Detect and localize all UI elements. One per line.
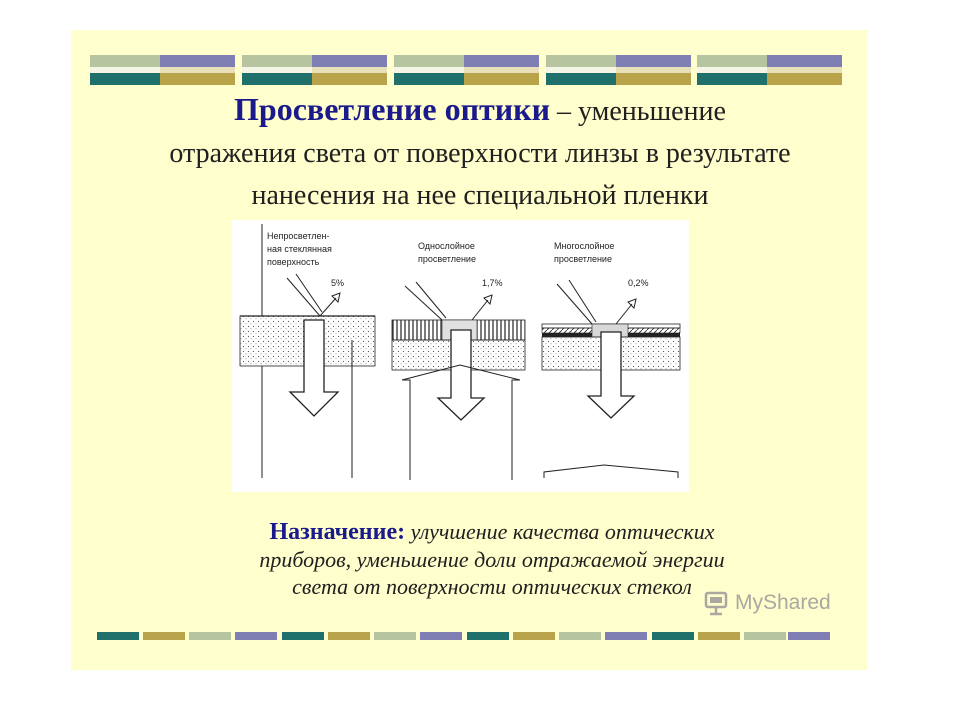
panel2-percent: 1,7% [482, 278, 503, 288]
myshared-watermark [703, 588, 831, 618]
bottom-decorative-stripe [97, 632, 830, 640]
panel1-label-line1: Непросветлен- [267, 231, 330, 241]
panel3-percent: 0,2% [628, 278, 649, 288]
panel1-label-line2: ная стеклянная [267, 244, 332, 254]
purpose-text [232, 518, 752, 600]
panel-multilayer [542, 241, 680, 478]
panel2-label-line2: просветление [418, 254, 476, 264]
stripe-block-4 [546, 55, 691, 85]
panel1-percent: 5% [331, 278, 345, 288]
title-line1-rest: уменьшение [578, 96, 726, 127]
watermark-text: MyShared [735, 591, 831, 614]
panel3-label-line1: Многослойное [554, 241, 615, 251]
antireflection-diagram [232, 220, 689, 492]
panel2-label-line1: Однослойное [418, 241, 475, 251]
stripe-block-3 [394, 55, 539, 85]
top-decorative-stripe [90, 55, 842, 85]
purpose-line2: приборов, уменьшение доли отражаемой энергии [259, 547, 725, 572]
title-line3: нанесения на нее специальной пленки [251, 180, 709, 211]
bottom-stripe-pattern [97, 632, 830, 640]
stripe-block-1 [90, 55, 235, 85]
slide-title [100, 88, 860, 217]
purpose-label: Назначение: [269, 519, 406, 545]
stripe-block-2 [242, 55, 387, 85]
title-dash: – [550, 96, 579, 127]
title-line2: отражения света от поверхности линзы в результате [169, 138, 791, 169]
purpose-line1: улучшение качества оптических [410, 519, 715, 544]
panel-uncoated [240, 224, 375, 478]
panel3-label-line2: просветление [554, 254, 612, 264]
purpose-line3: света от поверхности оптических стекол [292, 574, 692, 599]
title-highlight: Просветление оптики [234, 91, 551, 127]
stripe-block-5 [697, 55, 842, 85]
panel-single-layer [392, 241, 525, 480]
presentation-icon [703, 590, 729, 616]
panel1-label-line3: поверхность [267, 257, 320, 267]
